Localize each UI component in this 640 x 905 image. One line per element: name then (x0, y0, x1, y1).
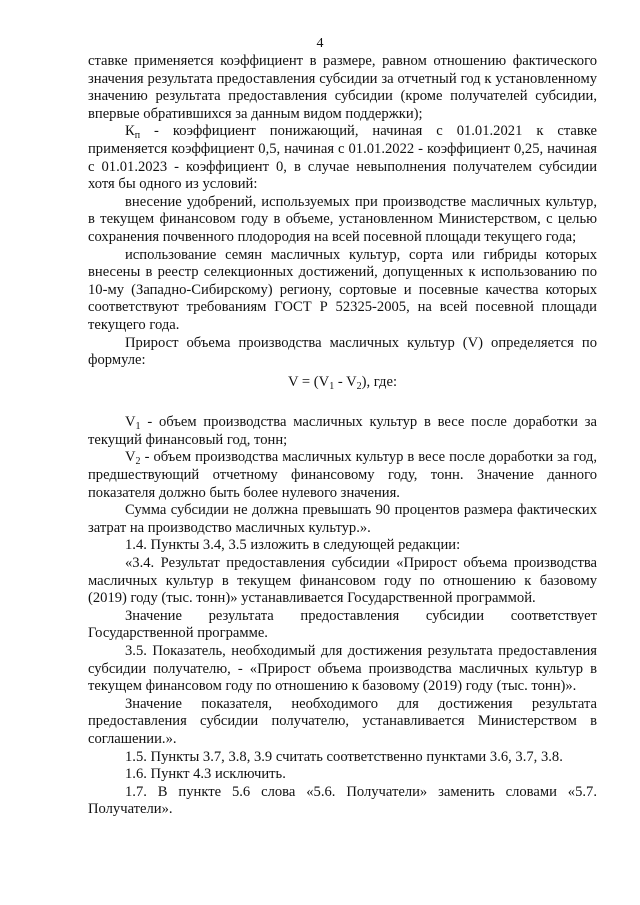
paragraph-1-4: 1.4. Пункты 3.4, 3.5 изложить в следующей редакции: (125, 537, 461, 554)
paragraph-3-5: 3.5. Показатель, необходимый для достижения результата предоставления субсидии получателю, - «Прирост объема производства масличных культур в текущем финансовом году по отношению к базовому (2019) году (тыс. тонн)». (88, 643, 597, 695)
v1-text: - объем производства масличных культур в весе после доработки за текущий финансовый год, тонн; (88, 414, 597, 448)
document-body (88, 53, 597, 819)
paragraph-v2 (88, 449, 597, 502)
paragraph-seeds: использование семян масличных культур, сорта или гибриды которых внесены в реестр селекционных достижений, допущенных к использованию по 10-му (Западно-Сибирскому) региону, сортовые и посевные качества которых соответствуют требованиям ГОСТ Р 52325-2005, на всей посевной площади текущего года. (88, 246, 597, 333)
paragraph-growth: Прирост объема производства масличных культур (V) определяется по формуле: (88, 334, 597, 369)
v2-subscript: 2 (135, 456, 141, 468)
paragraph-3-4: «3.4. Результат предоставления субсидии «Прирост объема производства масличных культур в текущем финансовом году по отношению к базовому (2019) году (тыс. тонн)» устанавливается Государственной программой. (88, 555, 597, 607)
paragraph-fertilizer: внесение удобрений, используемых при производстве масличных культур, в текущем финансовом году в объеме, установленном Министерством, с целью сохранения почвенного плодородия на всей посевной площади текущего года; (88, 193, 597, 245)
paragraph-subsidy-limit: Сумма субсидии не должна превышать 90 процентов размера фактических затрат на производство масличных культур.». (88, 502, 597, 536)
v2-text: - объем производства масличных культур в весе после доработки за год, предшествующий отчетному финансовому году, тонн. Значение данного показателя должно быть более нулевого значения. (88, 449, 597, 501)
formula-part: V = (V (287, 373, 330, 390)
paragraph-indicator-value: Значение показателя, необходимого для достижения результата предоставления субсидии получателю, устанавливается Министерством в соглашении.». (88, 695, 597, 747)
formula-subscript: 2 (356, 380, 362, 392)
formula-part: - V (334, 373, 357, 390)
coefficient-symbol: К (125, 123, 135, 140)
paragraph-result-value: Значение результата предоставления субсидии соответствует Государственной программе. (88, 607, 597, 642)
page-number: 4 (316, 36, 324, 51)
formula-part: ), где: (361, 373, 397, 390)
paragraph-1-6: 1.6. Пункт 4.3 исключить. (125, 766, 286, 783)
paragraph-continuation: ставке применяется коэффициент в размере, равном отношению фактического значения результата предоставления субсидии за отчетный год к установленному значению результата предоставления субсидии (кроме получателей субсидии, впервые обратившихся за данным видом поддержки); (88, 53, 597, 122)
paragraph-v1 (88, 414, 597, 449)
coefficient-text: - коэффициент понижающий, начиная с 01.01.2021 к ставке применяется коэффициент 0,5, начиная с 01.01.2022 - коэффициент 0,25, начиная с 01.01.2023 - коэффициент 0, в случае невыполнения получателем субсидии хотя бы одного из условий: (88, 123, 597, 193)
v1-symbol: V (125, 414, 136, 431)
formula-subscript: 1 (329, 380, 335, 392)
paragraph-1-5: 1.5. Пункты 3.7, 3.8, 3.9 считать соответственно пунктами 3.6, 3.7, 3.8. (125, 748, 563, 765)
v1-subscript: 1 (135, 421, 141, 433)
paragraph-coefficient-kp (88, 123, 597, 193)
formula (88, 374, 597, 392)
v2-symbol: V (125, 449, 136, 466)
paragraph-1-7: 1.7. В пункте 5.6 слова «5.6. Получатели» заменить словами «5.7. Получатели». (88, 783, 597, 818)
coefficient-subscript: п (134, 130, 141, 142)
